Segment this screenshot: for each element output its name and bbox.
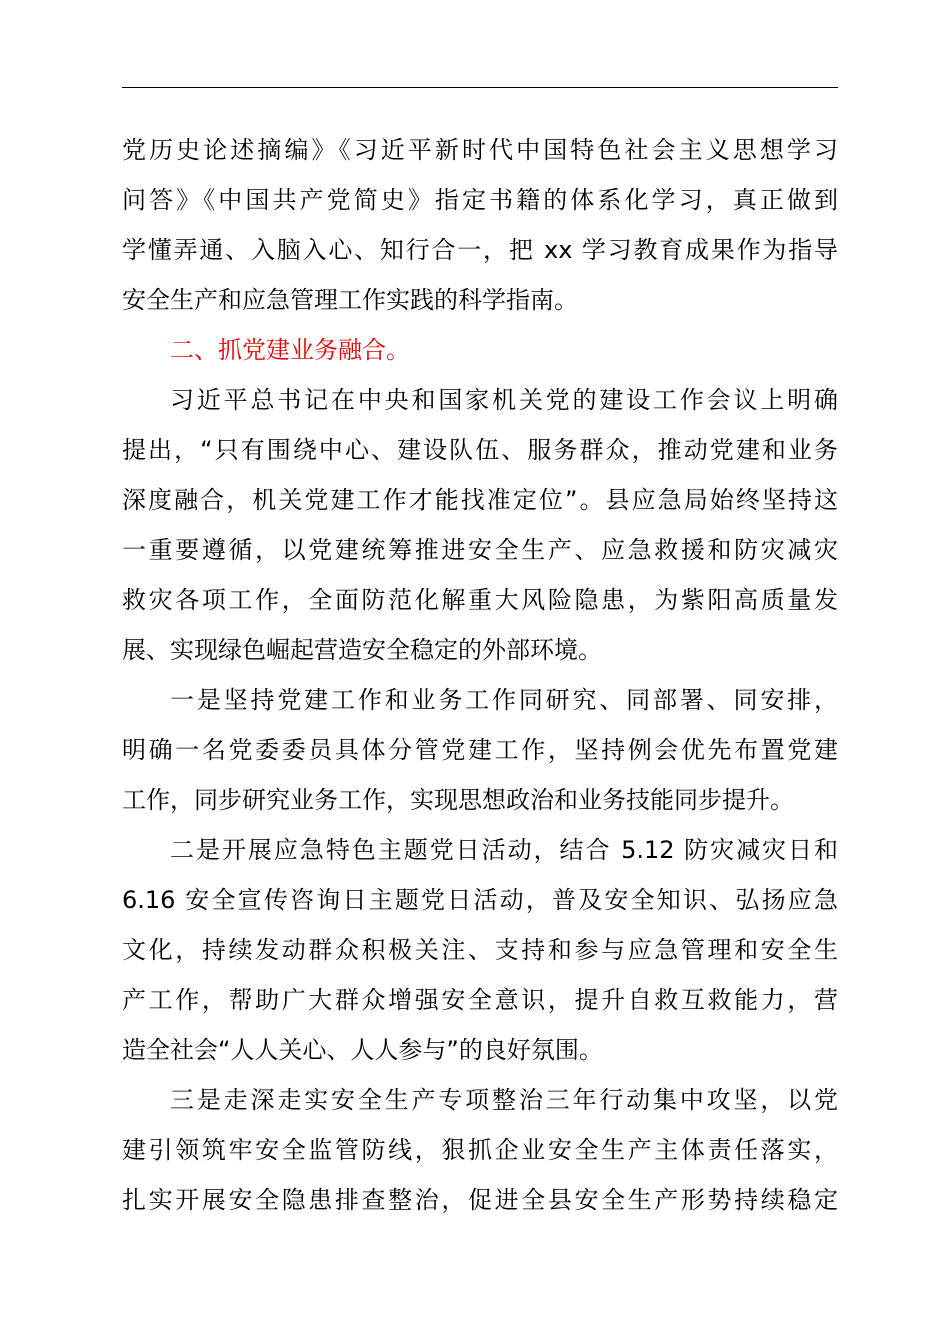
paragraph-line: 安全生产和应急管理工作实践的科学指南。 — [122, 286, 578, 314]
section-heading: 二、抓党建业务融合。 — [170, 336, 410, 364]
paragraph-line: 一是坚持党建工作和业务工作同研究、同部署、同安排， — [170, 686, 838, 714]
paragraph-line: 三是走深走实安全生产专项整治三年行动集中攻坚，以党 — [170, 1086, 838, 1114]
paragraph-line: 一重要遵循，以党建统筹推进安全生产、应急救援和防灾减灾 — [122, 536, 838, 564]
header-divider — [122, 87, 838, 88]
paragraph-line: 文化，持续发动群众积极关注、支持和参与应急管理和安全生 — [122, 936, 838, 964]
paragraph-line: 造全社会“人人关心、人人参与”的良好氛围。 — [122, 1036, 603, 1064]
paragraph-line: 产工作，帮助广大群众增强安全意识，提升自救互救能力，营 — [122, 986, 838, 1014]
paragraph-line: 党历史论述摘编》《习近平新时代中国特色社会主义思想学习 — [122, 136, 838, 164]
paragraph-line: 习近平总书记在中央和国家机关党的建设工作会议上明确 — [170, 386, 838, 414]
paragraph-line: 提出，“只有围绕中心、建设队伍、服务群众，推动党建和业务 — [122, 436, 838, 464]
paragraph-line: 问答》《中国共产党简史》指定书籍的体系化学习，真正做到 — [122, 186, 838, 214]
paragraph-line: 深度融合，机关党建工作才能找准定位”。县应急局始终坚持这 — [122, 486, 838, 514]
paragraph-line: 建引领筑牢安全监管防线，狠抓企业安全生产主体责任落实， — [122, 1136, 838, 1164]
paragraph-line: 工作，同步研究业务工作，实现思想政治和业务技能同步提升。 — [122, 786, 794, 814]
paragraph-line: 扎实开展安全隐患排查整治，促进全县安全生产形势持续稳定 — [122, 1186, 838, 1214]
paragraph-line: 6.16 安全宣传咨询日主题党日活动，普及安全知识、弘扬应急 — [122, 886, 838, 914]
paragraph-line: 学懂弄通、入脑入心、知行合一，把 xx 学习教育成果作为指导 — [122, 236, 838, 264]
paragraph-line: 救灾各项工作，全面防范化解重大风险隐患，为紫阳高质量发 — [122, 586, 838, 614]
document-body — [122, 125, 838, 1225]
paragraph-line: 明确一名党委委员具体分管党建工作，坚持例会优先布置党建 — [122, 736, 838, 764]
paragraph-line: 二是开展应急特色主题党日活动，结合 5.12 防灾减灾日和 — [170, 836, 838, 864]
paragraph-line: 展、实现绿色崛起营造安全稳定的外部环境。 — [122, 636, 602, 664]
